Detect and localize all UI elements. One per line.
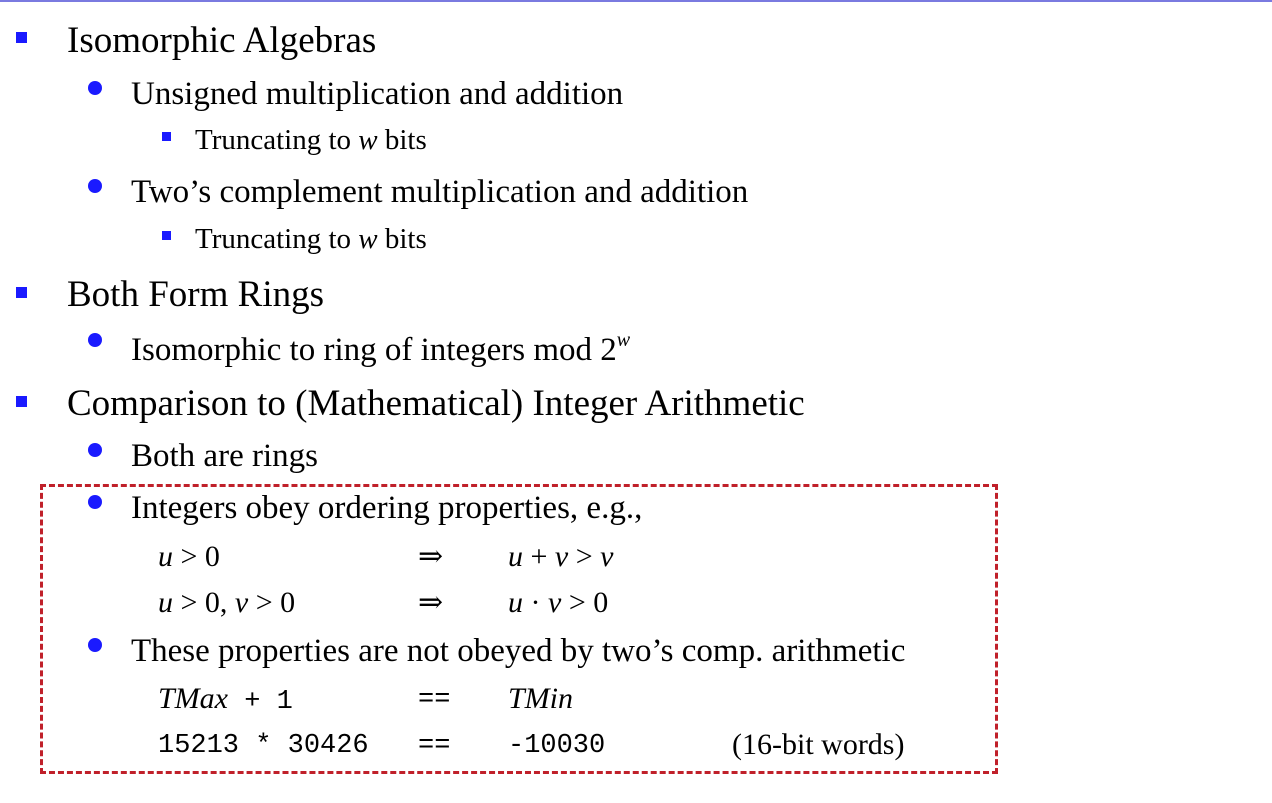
bullet-both-form-rings: Both Form Rings [67, 274, 324, 315]
square-bullet-icon [16, 287, 27, 298]
implies-symbol: ⇒ [418, 540, 444, 573]
top-rule [0, 0, 1272, 2]
implies-symbol: ⇒ [418, 586, 444, 619]
equality-operator: == [418, 731, 451, 761]
multiplication-result: -10030 [508, 731, 606, 761]
bullet-both-are-rings: Both are rings [131, 438, 318, 474]
dot-bullet-icon [88, 638, 102, 652]
dot-bullet-icon [88, 333, 102, 347]
example-row2-lhs: u > 0, v > 0 [158, 586, 296, 619]
square-bullet-icon [16, 32, 27, 43]
bullet-comparison: Comparison to (Mathematical) Integer Arithmetic [67, 383, 805, 424]
bullet-isomorphic-algebras: Isomorphic Algebras [67, 20, 377, 61]
square-bullet-icon [162, 231, 171, 240]
bullet-twos-complement: Two’s complement multiplication and addition [131, 174, 749, 210]
bullet-isomorphic-ring: Isomorphic to ring of integers mod 2$^w$ [131, 329, 631, 368]
square-bullet-icon [16, 396, 27, 407]
example-row1-lhs: u > 0 [158, 540, 220, 573]
equality-operator: == [418, 685, 451, 715]
bullet-truncating-2: Truncating to w bits [195, 223, 427, 255]
multiplication-expression: 15213 * 30426 [158, 731, 369, 761]
word-size-note: (16-bit words) [732, 728, 905, 761]
bullet-unsigned: Unsigned multiplication and addition [131, 76, 624, 112]
dot-bullet-icon [88, 495, 102, 509]
bullet-truncating-1: Truncating to w bits [195, 124, 427, 156]
bullet-ordering-properties: Integers obey ordering properties, e.g., [131, 490, 643, 526]
example-row2-rhs: u · v > 0 [508, 586, 609, 619]
dot-bullet-icon [88, 81, 102, 95]
dot-bullet-icon [88, 443, 102, 457]
tmin-value: TMin [508, 682, 574, 715]
bullet-not-obeyed: These properties are not obeyed by two’s comp. arithmetic [131, 633, 906, 669]
tmax-expression: TMax + 1 [158, 682, 293, 717]
example-row1-rhs: u + v > v [508, 540, 614, 573]
square-bullet-icon [162, 132, 171, 141]
dot-bullet-icon [88, 179, 102, 193]
